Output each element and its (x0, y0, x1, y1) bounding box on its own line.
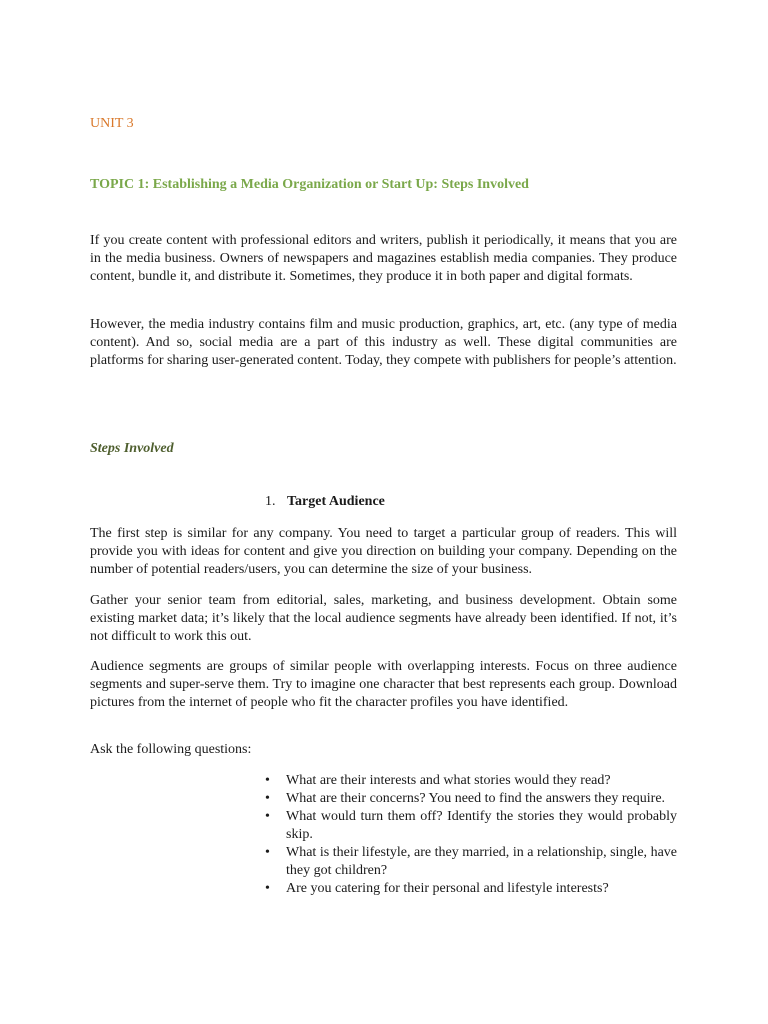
step-number: 1. (265, 494, 276, 509)
step-paragraph-1: The first step is similar for any company. You need to target a particular group of readers. This will provide you with ideas for content and give you direction on building your company. Depending on the number of potential readers/users, you can determine the size of your business. (90, 526, 677, 577)
question-text: What would turn them off? Identify the stories they would probably skip. (286, 809, 677, 842)
topic-heading: TOPIC 1: Establishing a Media Organization or Start Up: Steps Involved (90, 177, 529, 192)
numbered-step-heading (265, 494, 385, 510)
question-text: Are you catering for their personal and lifestyle interests? (286, 881, 609, 896)
unit-label: UNIT 3 (90, 116, 134, 131)
question-text: What are their interests and what stories would they read? (286, 773, 611, 788)
step-paragraph-2: Gather your senior team from editorial, sales, marketing, and business development. Obtain some existing market data; it’s likely that the local audience segments have already been identified. If not, it’s not difficult to work this out. (90, 593, 677, 644)
steps-heading: Steps Involved (90, 441, 174, 456)
question-text: What is their lifestyle, are they married, in a relationship, single, have they got children? (286, 845, 677, 878)
list-item (265, 808, 677, 844)
step-title: Target Audience (287, 494, 385, 509)
step-paragraph-3: Audience segments are groups of similar people with overlapping interests. Focus on three audience segments and super-serve them. Try to imagine one character that best represents each group. Download pictures from the internet of people who fit the character profiles you have identified. (90, 659, 677, 710)
bullet-icon: • (265, 845, 270, 860)
bullet-icon: • (265, 791, 270, 806)
intro-paragraph-2: However, the media industry contains film and music production, graphics, art, etc. (any type of media content). And so, social media are a part of this industry as well. These digital communities are platforms for sharing user-generated content. Today, they compete with publishers for people’s attention. (90, 317, 677, 368)
intro-paragraph-1: If you create content with professional editors and writers, publish it periodically, it means that you are in the media business. Owners of newspapers and magazines establish media companies. They produce content, bundle it, and distribute it. Sometimes, they produce it in both paper and digital formats. (90, 233, 677, 284)
list-item (265, 772, 677, 790)
question-text: What are their concerns? You need to find the answers they require. (286, 791, 666, 806)
questions-list (265, 772, 677, 898)
questions-intro: Ask the following questions: (90, 742, 252, 757)
list-item (265, 844, 677, 880)
list-item (265, 880, 677, 898)
bullet-icon: • (265, 809, 270, 824)
list-item (265, 790, 677, 808)
bullet-icon: • (265, 881, 270, 896)
bullet-icon: • (265, 773, 270, 788)
